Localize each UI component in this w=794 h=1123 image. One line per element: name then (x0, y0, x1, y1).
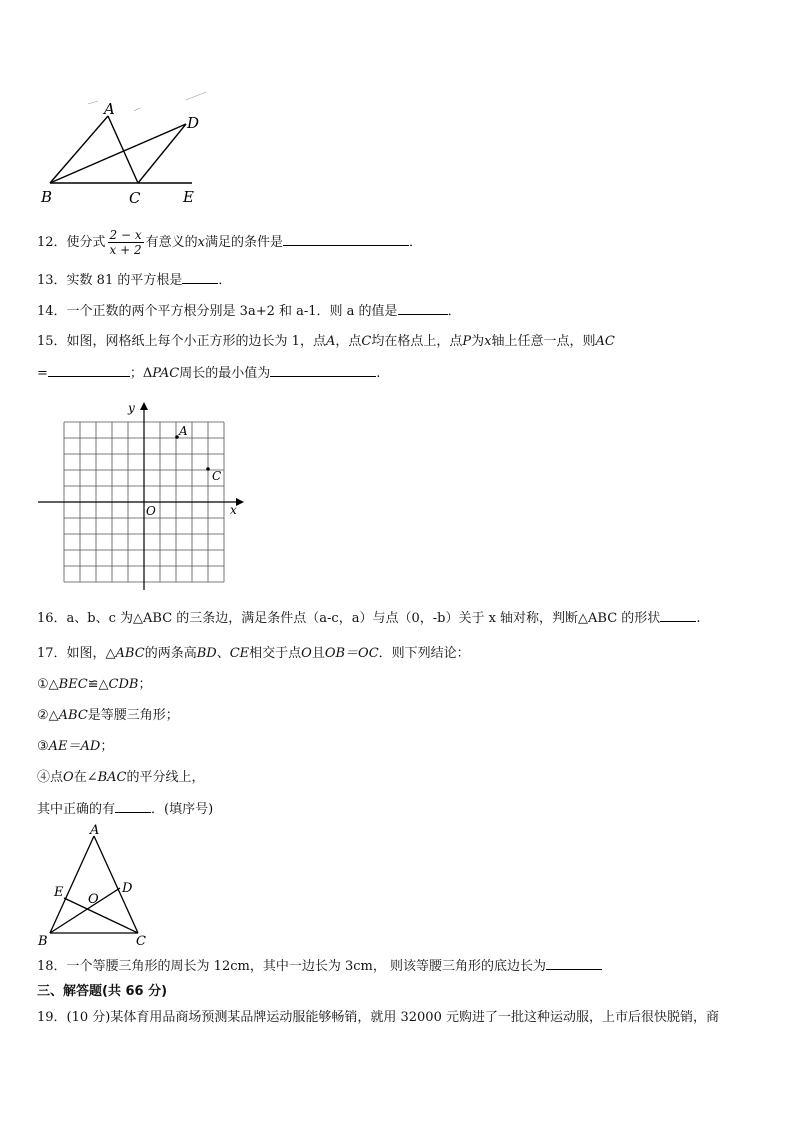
answer-blank-15a[interactable] (48, 364, 130, 377)
section-title-3: 三、解答题(共 66 分) (37, 984, 168, 999)
question-17-conclusion-3: ③AE＝AD； (37, 739, 114, 754)
x-axis-arrow-icon (236, 498, 244, 506)
label-y: y (128, 401, 135, 415)
question-14: 14．一个正数的两个平方根分别是 3a+2 和 a-1．则 a 的值是 ． (37, 304, 461, 319)
label-e: E (183, 188, 194, 206)
label-d: D (122, 881, 133, 896)
triangle-figure (34, 822, 164, 948)
point-c (206, 467, 210, 471)
question-12: 12．使分式 $\frac{2 - x}{x + 2}$ 有意义的x满足的条件是 ． (37, 228, 423, 257)
label-a: A (90, 823, 100, 838)
answer-blank-17[interactable] (115, 800, 151, 813)
question-13: 13．实数 81 的平方根是 ． (37, 273, 232, 288)
label-o: O (146, 504, 156, 518)
segment-cd (138, 124, 186, 183)
y-axis-arrow-icon (140, 402, 148, 410)
label-c: C (129, 189, 141, 207)
question-16: 16．a、b、c 为△ABC 的三条边，满足条件点（a-c，a）与点（0，-b）关于 x 轴对称，判断△ABC 的形状 . (37, 611, 701, 626)
question-17-intro: 17．如图，△ABC的两条高BD、CE相交于点O且OB＝OC．则下列结论： (37, 646, 470, 661)
question-17-conclusion-1: ①△BEC≌△CDB； (37, 677, 152, 692)
label-b: B (38, 934, 48, 948)
label-c: C (212, 469, 222, 483)
segment-ac (108, 116, 138, 183)
segment-ce (64, 898, 138, 933)
question-17-conclusion-4: ④点O在∠BAC的平分线上， (37, 770, 205, 785)
fraction: $\frac{2 - x}{x + 2}$ (109, 228, 142, 257)
geometry-figure-top (36, 86, 226, 208)
segment-ab (50, 116, 108, 183)
answer-blank-14[interactable] (398, 302, 448, 315)
answer-blank-16[interactable] (660, 609, 696, 622)
answer-blank-12[interactable] (283, 233, 409, 246)
coordinate-grid-figure (36, 398, 246, 592)
label-d: D (187, 114, 200, 132)
label-b: B (41, 188, 53, 206)
question-15-line-1: 15．如图，网格纸上每个小正方形的边长为 1，点A，点C均在格点上，点P为x轴上任意一点，则AC (37, 334, 615, 349)
answer-blank-13[interactable] (182, 271, 218, 284)
label-c: C (136, 934, 146, 948)
label-x: x (230, 503, 237, 517)
label-e: E (54, 885, 64, 900)
segment-bd (50, 124, 186, 183)
question-17-conclusion-2: ②△ABC是等腰三角形； (37, 708, 179, 723)
question-15-line-2: = ；ΔPAC周长的最小值为 . (37, 366, 381, 381)
label-a: A (104, 100, 115, 118)
answer-blank-15b[interactable] (270, 364, 376, 377)
label-a: A (179, 424, 188, 438)
label-o: O (88, 892, 99, 907)
question-18: 18．一个等腰三角形的周长为 12cm，其中一边长为 3cm， 则该等腰三角形的底边长为 (37, 957, 602, 976)
question-19: 19．(10 分)某体育用品商场预测某品牌运动服能够畅销，就用 32000 元购进了一批这种运动服，上市后很快脱销，商 (37, 1010, 719, 1025)
answer-blank-18[interactable] (546, 957, 602, 970)
question-17-answer: 其中正确的有 ．(填序号) (37, 802, 214, 817)
